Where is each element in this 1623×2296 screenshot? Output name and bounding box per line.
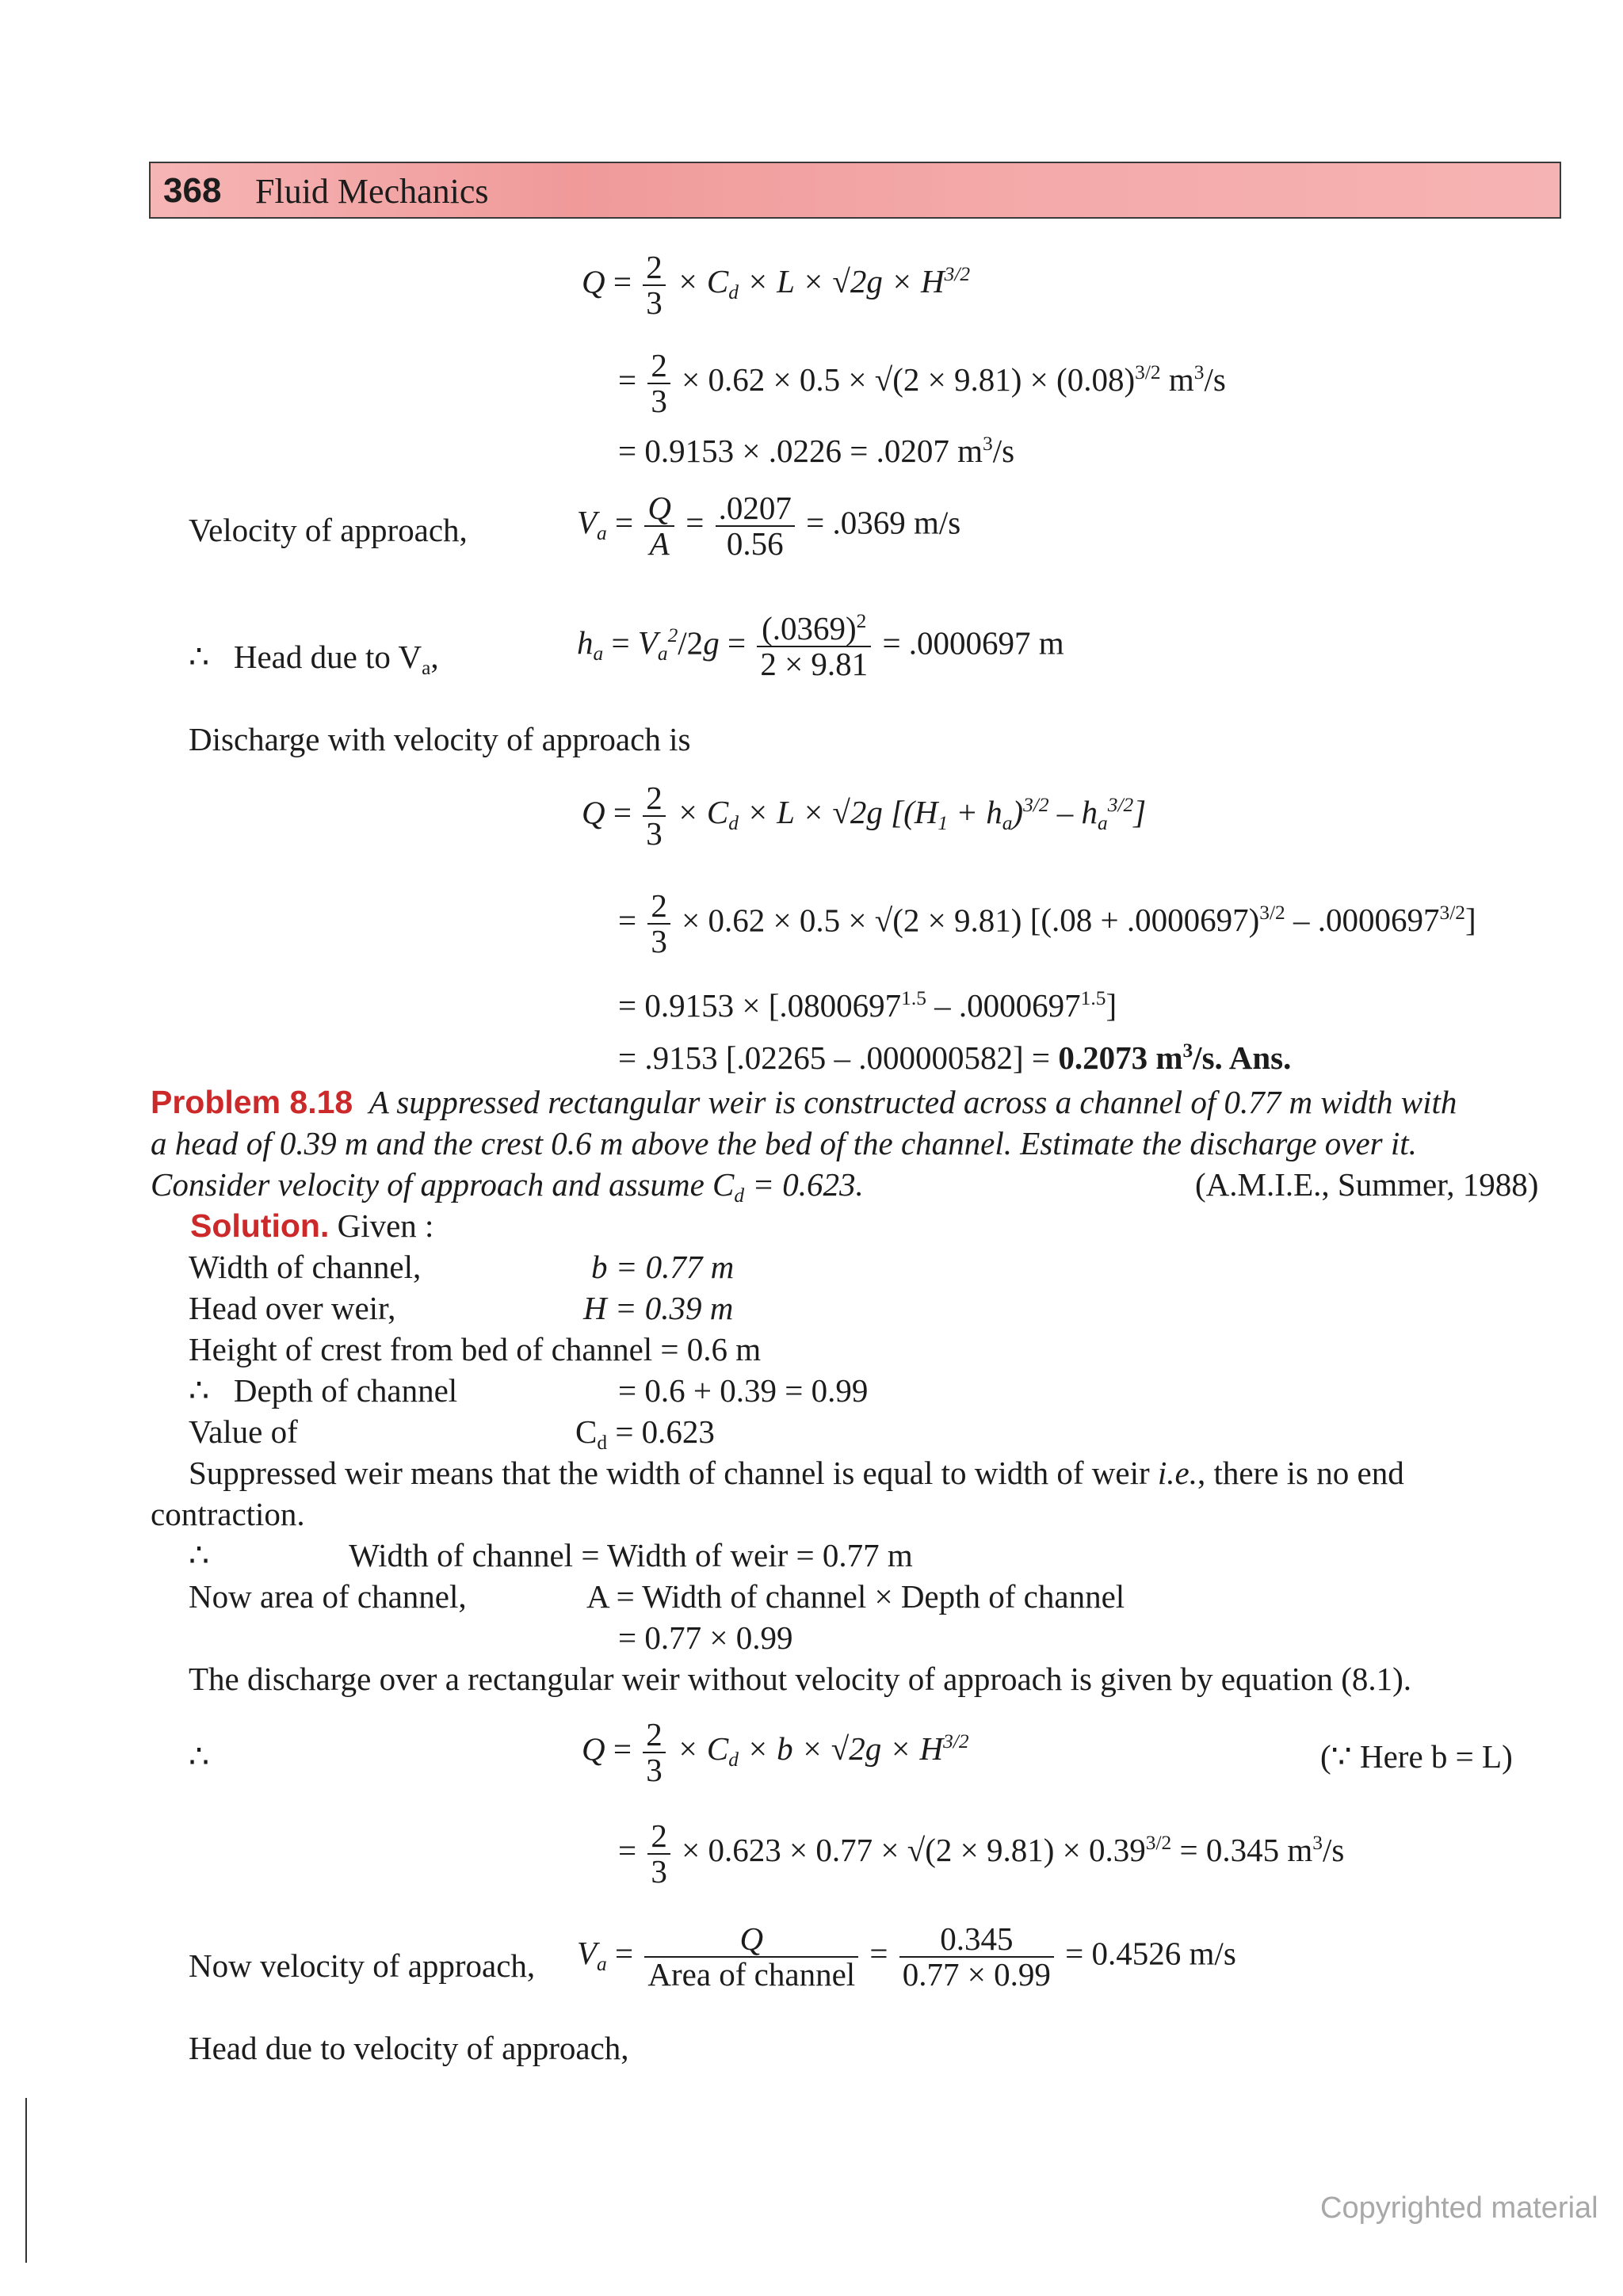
problem-text-1: A suppressed rectangular weir is constructed across a channel of 0.77 m width with [369, 1084, 1457, 1120]
equation-q-weir-formula: Q = $\frac{2}{3}$ × $C_d \times b \times √2g \times H^{3/2}$ [582, 1716, 969, 1789]
velocity-num: .0207 [716, 491, 795, 527]
solution-label: Solution. [190, 1207, 330, 1244]
head-result: = .0000697 m [882, 624, 1064, 662]
equation-q-formula: Q = $\frac{2}{3}$ × $C_d \times L \times √2g \times H^{3/2}$ [582, 249, 971, 322]
va-den1: Area of channel [647, 1956, 856, 1993]
width-equation: ∴ Width of channel = Width of weir = 0.77 m [189, 1537, 913, 1573]
head-equation: $h_a = V_a^2/2g$ = $\frac{(.0369)^2}{2 \times 9.81}$ = .0000697 m [577, 609, 1064, 683]
book-title: Fluid Mechanics [255, 172, 489, 211]
cd-label: Value of [189, 1413, 298, 1450]
cd-value: $C_d = 0.623$ [575, 1413, 715, 1454]
problem-label: Problem 8.18 [151, 1084, 353, 1120]
equation-q-velocity-step: = $0.9153 \times [.0800697^{1.5} - .0000697^{1.5}]$ [618, 986, 1117, 1024]
equation-q-result: = 0.9153 × .0226 = .0207 $m^3/s$ [618, 432, 1015, 469]
head-velocity-label: Head due to velocity of approach, [189, 2030, 629, 2066]
velocity-equation: $V_a$ = $\frac{Q}{A}$ = $\frac{.0207}{0.56}$ = .0369 m/s [577, 490, 961, 563]
page-header [149, 162, 1561, 219]
head-num: $(.0369)^2$ [757, 612, 871, 647]
solution-given: Given : [337, 1207, 434, 1244]
va-num1: Q [644, 1922, 858, 1958]
area-label: Now area of channel, [189, 1578, 467, 1615]
velocity-label: Velocity of approach, [189, 512, 468, 548]
depth-label-text: Depth of channel [233, 1372, 458, 1409]
problem-source: (A.M.I.E., Summer, 1988) [1195, 1166, 1539, 1203]
copyright-notice: Copyrighted material [1320, 2191, 1598, 2225]
head-label: ∴ Head due to $V_a$, [189, 639, 439, 679]
page-number: 368 [163, 171, 222, 210]
eq6-bracket: $[(.08 + .0000697)^{3/2} - .0000697^{3/2}]$ [1029, 902, 1476, 939]
problem-line-3: Consider velocity of approach and assume $C_d = 0.623$. [151, 1166, 864, 1207]
va-den2: 0.77 × 0.99 [902, 1956, 1051, 1993]
velocity-den: 0.56 [726, 525, 784, 563]
therefore-symbol: ∴ [189, 1738, 210, 1775]
solution-heading [190, 1207, 433, 1245]
head-den: 2 × 9.81 [760, 646, 869, 683]
velocity-result: = .0369 m/s [806, 504, 961, 541]
suppressed-line-2: contraction. [151, 1496, 305, 1532]
problem-line-2: a head of 0.39 m and the crest 0.6 m above the bed of the channel. Estimate the discharge over it. [151, 1125, 1417, 1161]
area-equation-2: = 0.77 × 0.99 [618, 1619, 793, 1656]
va-equation: $V_a$ = $\frac{Q}{\text{Area of channel}}$ = $\frac{0.345}{0.77 \times 0.99}$ = 0.4526 m/s [577, 1920, 1236, 1993]
q1-note: (∵ Here b = L) [1320, 1738, 1513, 1775]
equation-q-velocity-answer: = .9153 [.02265 – .000000582] = 0.2073 $m^3/s$. Ans. [618, 1039, 1292, 1076]
va-result: = 0.4526 m/s [1065, 1935, 1236, 1972]
scan-edge-line [25, 2098, 27, 2263]
q1-rhs: × $C_d \times b \times √2g \times H^{3/2}$ [676, 1730, 969, 1772]
crest-height-line: Height of crest from bed of channel = 0.6 m [189, 1331, 762, 1367]
eq2-rhs: × $0.62 \times 0.5 \times √(2 \times 9.81) \times (0.08)^{3/2}$ $m^3/s$ [682, 361, 1226, 399]
width-value: b = 0.77 m [591, 1249, 735, 1285]
discharge-label: Discharge with velocity of approach is [189, 721, 691, 757]
eq5-bracket: $[(H_1 + h_a)^{3/2} - h_a^{3/2}]$ [891, 794, 1147, 835]
equation-q-weir-result: = $\frac{2}{3}$ × $0.623 \times 0.77 \times √(2 \times 9.81) \times 0.39^{3/2} = 0.345$ $m^3/s$ [618, 1817, 1345, 1890]
equation-q-substitution: = $\frac{2}{3}$ × $0.62 \times 0.5 \times √(2 \times 9.81) \times (0.08)^{3/2}$ $m^3/s$ [618, 347, 1226, 420]
eq1-rhs: × $C_d \times L \times √2g \times H^{3/2}$ [676, 263, 971, 304]
depth-value: = 0.6 + 0.39 = 0.99 [618, 1372, 869, 1409]
equation-q-velocity-substitution: = $\frac{2}{3}$ × 0.62 × 0.5 × √(2 × 9.81) $[(.08 + .0000697)^{3/2} - .0000697^{3/2}]$ [618, 887, 1476, 960]
depth-label: ∴ Depth of channel [189, 1372, 458, 1409]
width-equation-text: Width of channel = Width of weir = 0.77 m [349, 1537, 913, 1573]
area-equation: A = Width of channel × Depth of channel [586, 1578, 1125, 1615]
head-over-weir-value: H = 0.39 m [583, 1290, 734, 1326]
problem-line-1 [151, 1084, 1457, 1121]
head-label-text: Head due to $V_a$, [233, 639, 439, 679]
va-label: Now velocity of approach, [189, 1947, 536, 1984]
q2-rhs: × $0.623 \times 0.77 \times √(2 \times 9.81) \times 0.39^{3/2} = 0.345$ $m^3/s$ [682, 1832, 1345, 1869]
suppressed-line-1: Suppressed weir means that the width of channel is equal to width of weir i.e., there is no end [189, 1455, 1404, 1491]
head-over-weir-label: Head over weir, [189, 1290, 396, 1326]
width-label: Width of channel, [189, 1249, 422, 1285]
va-num2: 0.345 [899, 1922, 1054, 1958]
equation-q-velocity-formula: Q = $\frac{2}{3}$ × $C_d \times L \times √2g$ $[(H_1 + h_a)^{3/2} - h_a^{3/2}]$ [582, 780, 1147, 852]
discharge-statement: The discharge over a rectangular weir without velocity of approach is given by equation (8.1). [189, 1661, 1412, 1697]
